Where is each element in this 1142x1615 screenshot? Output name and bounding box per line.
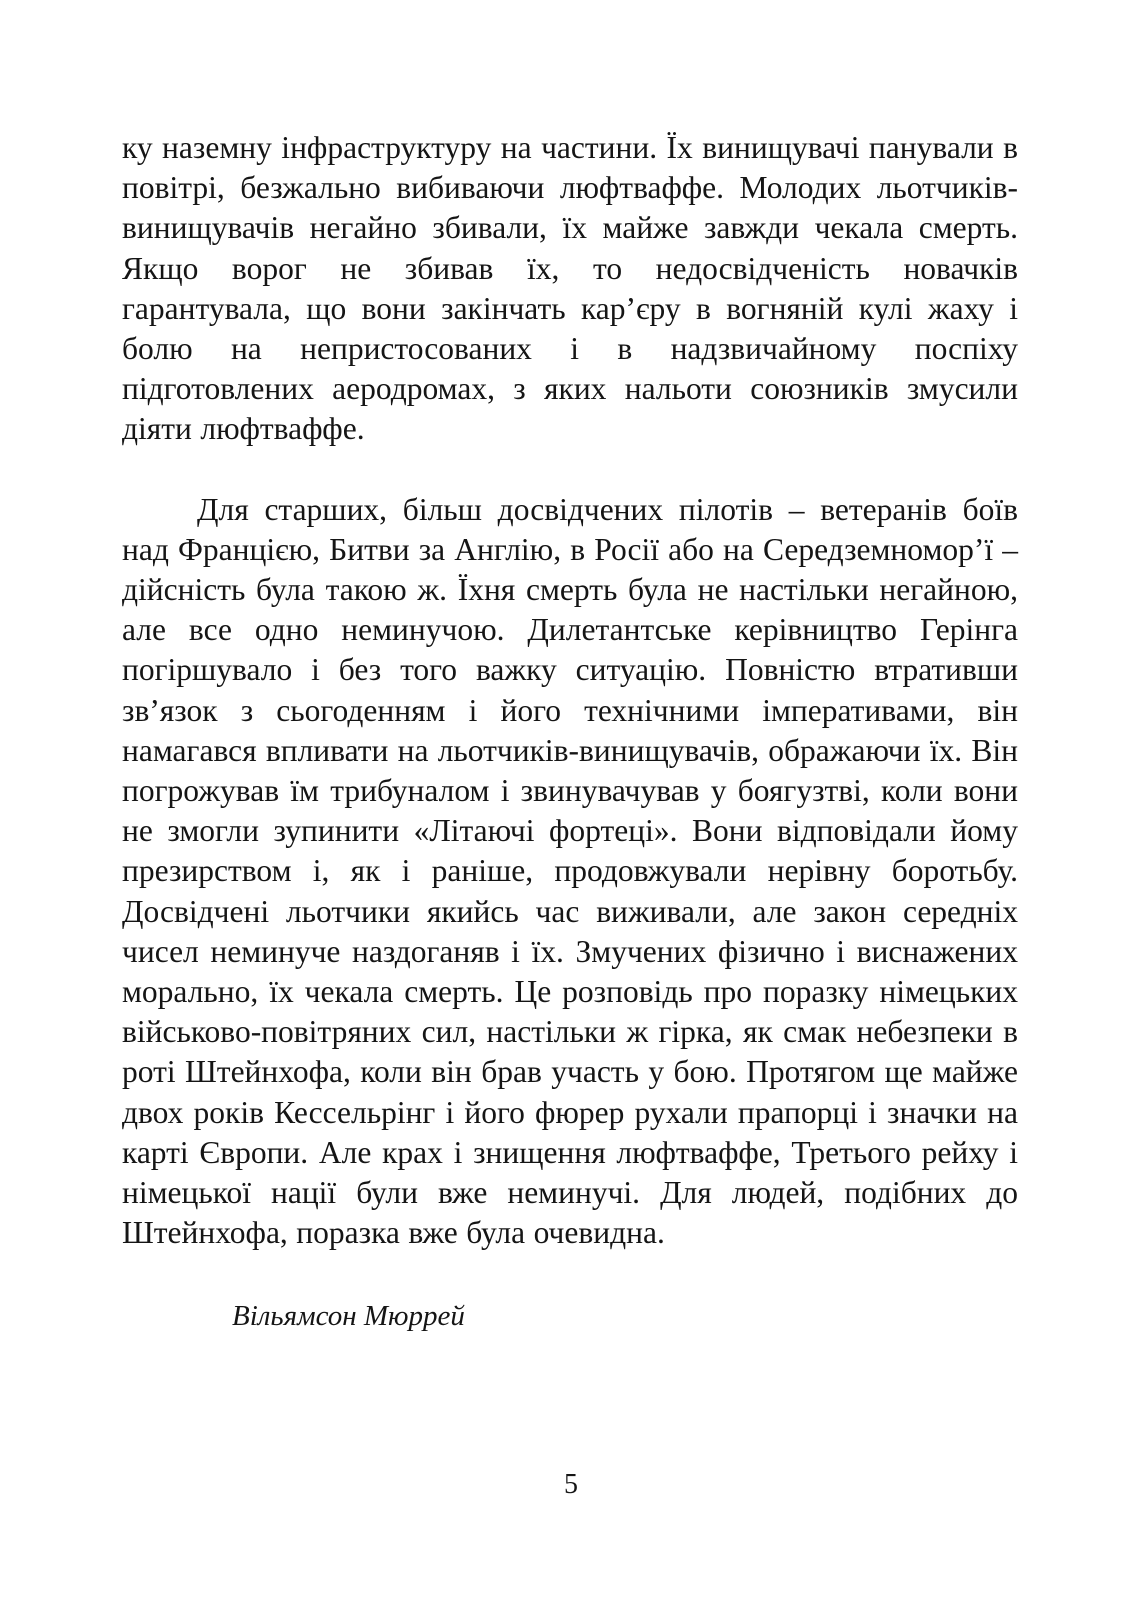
- page-text-block: [122, 128, 1018, 1253]
- body-paragraph-second: Для старших, більш досвідчених пілотів – ветеранів боїв над Францією, Битви за Англію, в Росії або на Середземномор’ї – дійсність була такою ж. Їхня смерть була не настільки негайною, але все одно неминучою. Дилетантське керівництво Герінга погіршувало і без того важку ситуацію. Повністю втративши зв’язок з сьогоденням і його технічними імперативами, він намагався впливати на льотчиків-винищувачів, ображаючи їх. Він погрожував їм трибуналом і звинувачував у боягузтві, коли вони не змогли зупинити «Літаючі фортеці». Вони відповідали йому презирством і, як і раніше, продовжували нерівну боротьбу. Досвідчені льотчики якийсь час виживали, але закон середніх чисел неминуче наздоганяв і їх. Змучених фізично і виснажених морально, їх чекала смерть. Це розповідь про поразку німецьких військово-повітряних сил, настільки ж гірка, як смак небезпеки в роті Штейнхофа, коли він брав участь у бою. Протягом ще майже двох років Кессельрінг і його фюрер рухали прапорці і значки на карті Європи. Але крах і знищення люфтваффе, Третього рейху і німецької нації були вже неминучі. Для людей, подібних до Штейнхофа, поразка вже була очевидна.: [122, 491, 1018, 1251]
- body-paragraph-continuation: ку наземну інфраструктуру на частини. Їх винищувачі панували в повітрі, безжально вибиваючи люфтваффе. Молодих льотчиків-винищувачів негайно збивали, їх майже завжди чекала смерть. Якщо ворог не збивав їх, то недосвідченість новачків гарантувала, що вони закінчать кар’єру в вогняній кулі жаху і болю на непристосованих і в надзвичайному поспіху підготовлених аеродромах, з яких нальоти союзників змусили діяти люфтваффе.: [122, 130, 1018, 447]
- author-attribution: Вільямсон Мюррей: [232, 1300, 465, 1332]
- page-number: 5: [564, 1469, 578, 1500]
